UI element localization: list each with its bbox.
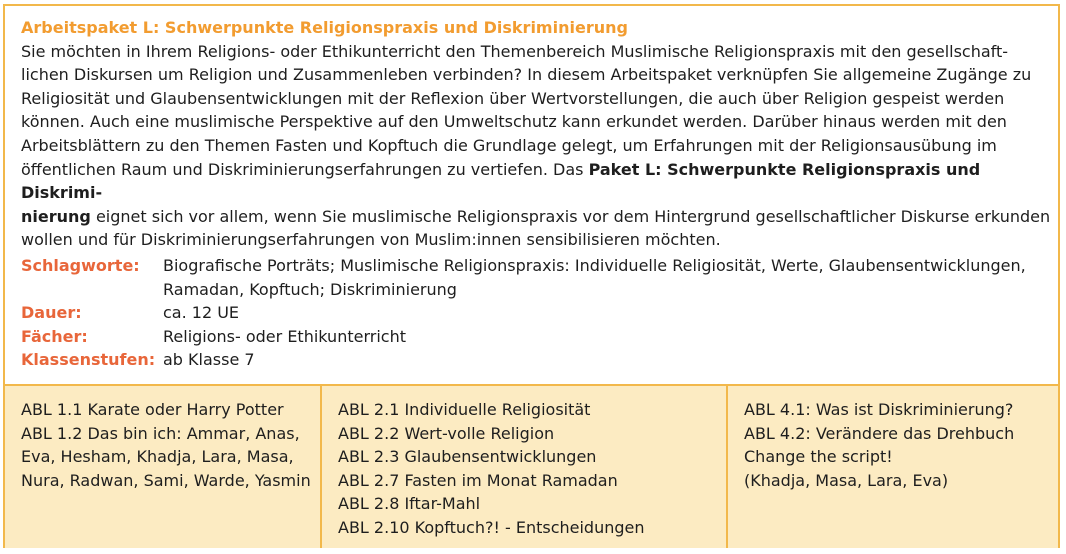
worksheet-item: ABL 4.2: Verändere das Drehbuch Change the script! (Khadja, Masa, Lara, Eva) xyxy=(744,423,1015,490)
intro-section xyxy=(21,16,1051,252)
meta-section xyxy=(21,254,1033,372)
worksheet-package-box xyxy=(3,4,1060,548)
worksheet-item: ABL 2.7 Fasten im Monat Ramadan xyxy=(338,470,618,490)
worksheet-column-1 xyxy=(5,386,320,548)
klassenstufen-value: ab Klasse 7 xyxy=(163,350,255,369)
schlagworte-value: Biografische Porträts; Muslimische Religionspraxis: Individuelle Religiosität, Werte, Glaubensentwicklungen, Ramadan, Kopftuch; Diskriminierung xyxy=(163,256,1026,299)
worksheet-item: ABL 2.1 Individuelle Religiosität xyxy=(338,400,591,419)
meta-row-schlagworte xyxy=(21,254,1033,301)
intro-bold-package-name: Paket L: Schwerpunkte Religionspraxis und Diskrimi- nierung xyxy=(21,159,981,226)
faecher-label: Fächer: xyxy=(21,326,88,346)
meta-row-dauer xyxy=(21,301,1033,325)
worksheet-column-2 xyxy=(320,386,726,548)
worksheet-item: ABL 2.10 Kopftuch?! - Entscheidungen xyxy=(338,517,645,537)
intro-paragraph xyxy=(21,40,1051,252)
worksheet-item: ABL 1.2 Das bin ich: Ammar, Anas, Eva, Hesham, Khadja, Lara, Masa, Nura, Radwan, Sami, Warde, Yasmin xyxy=(21,423,311,490)
schlagworte-label: Schlagworte: xyxy=(21,256,140,275)
worksheet-list-panel xyxy=(5,384,1058,548)
worksheet-item: ABL 2.2 Wert-volle Religion xyxy=(338,423,555,443)
dauer-value: ca. 12 UE xyxy=(163,303,240,322)
worksheet-column-3 xyxy=(726,386,1058,548)
package-title: Arbeitspaket L: Schwerpunkte Religionspraxis und Diskriminierung xyxy=(21,18,628,37)
worksheet-item: ABL 2.8 Iftar-Mahl xyxy=(338,494,481,513)
meta-row-faecher xyxy=(21,325,1033,349)
worksheet-item: ABL 2.3 Glaubensentwicklungen xyxy=(338,447,597,466)
intro-text-part2: eignet sich vor allem, wenn Sie muslimische Religionspraxis vor dem Hintergrund gesellschaftlicher Diskurse erkunden wollen und für Diskriminierungserfahrungen von Muslim:innen sensibilisieren möchten. xyxy=(21,206,1051,250)
klassenstufen-label: Klassenstufen: xyxy=(21,350,156,369)
worksheet-item: ABL 4.1: Was ist Diskriminierung? xyxy=(744,400,1014,419)
intro-text-part1: Sie möchten in Ihrem Religions- oder Ethikunterricht den Themenbereich Muslimische Religionspraxis mit den gesellschaft- lichen Diskursen um Religion und Zusammenleben verbinden? In diesem Arbeitspaket verknüpfen Sie allgemeine Zugänge zu Religiosität und Glaubensentwicklungen mit der Reflexion über Wertvorstellungen, die auch über Religion gespeist werden können. Auch eine muslimische Perspektive auf den Umweltschutz kann erkundet werden. Darüber hinaus werden mit den Arbeitsblättern zu den Themen Fasten und Kopftuch die Grundlage gelegt, um Erfahrungen mit der Religionsausübung im öffentlichen Raum und Diskriminierungserfahrungen zu vertiefen. Das xyxy=(21,41,1032,179)
faecher-value: Religions- oder Ethikunterricht xyxy=(163,326,406,346)
meta-row-klassenstufen xyxy=(21,348,1033,372)
dauer-label: Dauer: xyxy=(21,303,82,322)
worksheet-item: ABL 1.1 Karate oder Harry Potter xyxy=(21,400,284,419)
